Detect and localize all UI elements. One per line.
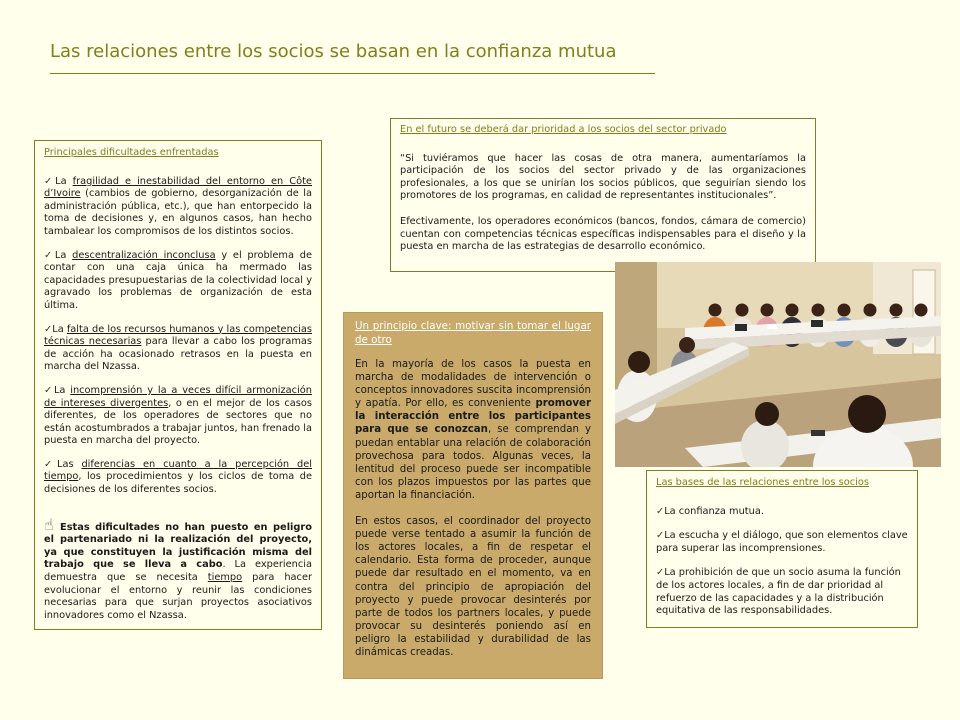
note-emphasis: Estas dificultades no han puesto en peligro el partenariado ni la realización del proyecto, ya que constituyen la justificación misma del trabajo que se lleva a cabo <box>44 521 312 571</box>
foundation-text: La escucha y el diálogo, que son elementos clave para superar las incomprensiones. <box>656 530 908 554</box>
partner-quote: “Si tuviéramos que hacer las cosas de otra manera, aumentaríamos la participación de los socios del sector privado y de las organizaciones profesionales, a los que se unirían los socios públicos, que seguirían siendo los promotores de los programas, en calidad de representantes institucionales”. <box>400 152 806 202</box>
foundation-text: La prohibición de que un socio asuma la función de los actores locales, a fin de dar prioridad al refuerzo de las capacidades y a la distribución equitativa de las responsabilidades. <box>656 567 901 617</box>
participant-head <box>915 304 928 317</box>
paragraph-emphasis: promover la interacción entre los participantes para que se conozcan <box>355 398 591 436</box>
participant-head <box>755 402 779 426</box>
participant-head <box>786 304 799 317</box>
participant-head <box>838 304 851 317</box>
difficulty-item <box>44 459 312 497</box>
note-key-word: tiempo <box>207 572 243 584</box>
private-sector-heading: En el futuro se deberá dar prioridad a los socios del sector privado <box>400 124 727 135</box>
difficulty-text: , los procedimientos y los ciclos de toma de decisiones de los diferentes socios. <box>44 471 312 496</box>
microphone <box>811 430 825 436</box>
meeting-photo <box>615 262 941 467</box>
pointing-hand-icon <box>44 519 58 535</box>
participant-head <box>890 304 903 317</box>
difficulty-text: La <box>54 249 73 261</box>
paragraph-text: En la mayoría de los casos la puesta en marcha de modalidades de intervención o conceptos innovadores suscita incomprensión y apatía. Por ello, es conveniente <box>355 359 591 410</box>
difficulties-note <box>44 519 312 623</box>
difficulty-key-phrase: falta de los recursos humanos y las competencias técnicas necesarias <box>44 323 312 348</box>
foundation-item <box>656 530 908 555</box>
foundation-item <box>656 567 908 617</box>
difficulty-key-phrase: fragilidad e inestabilidad del entorno en Côte d’Ivoire <box>44 175 312 200</box>
participant-head <box>628 351 650 373</box>
private-sector-text: Efectivamente, los operadores económicos (bancos, fondos, cámara de comercio) cuentan con competencias técnicas específicas indispensables para el diseño y la puesta en marcha de las estrategias de desarrollo económico. <box>400 215 806 253</box>
page-title: Las relaciones entre los socios se basan en la confianza mutua <box>50 41 617 62</box>
paragraph-text: , se comprendan y puedan entablar una relación de colaboración provechosa para todos. Algunas veces, la lentitud del proceso puede ser incompatible con los plazos impuestos por las partes que aportan la financiación. <box>355 424 591 501</box>
difficulty-item <box>44 176 312 239</box>
checkmark-icon <box>44 385 54 396</box>
participant-head <box>761 304 774 317</box>
key-principle-panel <box>343 312 603 679</box>
difficulty-text: La <box>53 384 71 396</box>
participant-head <box>679 337 695 353</box>
checkmark-icon <box>656 567 664 578</box>
difficulty-text: y el problema de contar con una caja única ha mermado las capacidades presupuestarias de la colectividad local y agravado los problemas de organización de esta última. <box>44 249 312 311</box>
title-divider <box>50 73 655 74</box>
difficulty-key-phrase: descentralización inconclusa <box>72 249 216 261</box>
checkmark-icon <box>44 250 55 261</box>
difficulty-item <box>44 324 312 374</box>
difficulty-text: Las <box>56 458 82 470</box>
note-text: . La experiencia demuestra que se necesita <box>44 559 312 584</box>
checkmark-icon <box>44 176 55 187</box>
checkmark-icon <box>656 506 664 517</box>
difficulty-text: La <box>55 175 73 187</box>
participant-head <box>736 304 749 317</box>
participant-head <box>864 304 877 317</box>
difficulties-panel <box>34 140 322 630</box>
note-text: para hacer evolucionar el entorno y reunir las condiciones necesarias para que surjan proyectos asociativos innovadores como el Nzassa. <box>44 572 313 621</box>
participant-head <box>848 395 886 433</box>
difficulty-text: para llevar a cabo los programas de acción ha ocasionado retrasos en la puesta en marcha del Nzassa. <box>44 336 312 373</box>
difficulties-heading: Principales dificultades enfrentadas <box>44 147 219 158</box>
difficulty-text: , o en el mejor de los casos diferentes, de los operadores de sectores que no están acostumbrados a trabajar juntos, han frenado la puesta en marcha del proyecto. <box>44 397 312 447</box>
checkmark-icon <box>44 459 57 470</box>
participant-head <box>709 304 722 317</box>
checkmark-icon <box>44 324 52 335</box>
foundation-text: La confianza mutua. <box>664 505 764 517</box>
key-principle-heading: Un principio clave: motivar sin tomar el lugar de otro <box>355 320 591 346</box>
checkmark-icon <box>656 530 664 541</box>
difficulty-item <box>44 250 312 313</box>
difficulty-text: La <box>52 323 67 335</box>
foundations-heading: Las bases de las relaciones entre los socios <box>656 477 869 488</box>
difficulty-text: (cambios de gobierno, desorganización de la administración pública, etc.), que han entorpecido la toma de decisiones y, en algunos casos, han hecho tambalear los compromisos de los distintos socios. <box>44 188 312 237</box>
foundations-panel <box>646 470 918 628</box>
private-sector-panel <box>390 118 816 272</box>
laptop <box>811 320 823 327</box>
difficulty-item <box>44 385 312 448</box>
laptop <box>735 324 747 331</box>
key-principle-paragraph: En estos casos, el coordinador del proyecto puede verse tentado a asumir la función de los actores locales, a fin de respetar el calendario. Esta forma de proceder, aunque puede dar resultado en el momento, va en contra del principio de apropiación del proyecto y puede provocar desinterés por parte de todos los partners locales, y puede provocar su desinterés poniendo así en peligro la estabilidad y durabilidad de las dinámicas creadas. <box>355 516 591 658</box>
difficulty-key-phrase: diferencias en cuanto a la percepción del tiempo <box>44 458 312 483</box>
foundation-item <box>656 506 908 519</box>
participant-head <box>812 304 825 317</box>
difficulty-key-phrase: incomprensión y la a veces difícil armonización de intereses divergentes <box>44 384 312 409</box>
document <box>767 324 777 329</box>
key-principle-paragraph <box>355 358 591 502</box>
